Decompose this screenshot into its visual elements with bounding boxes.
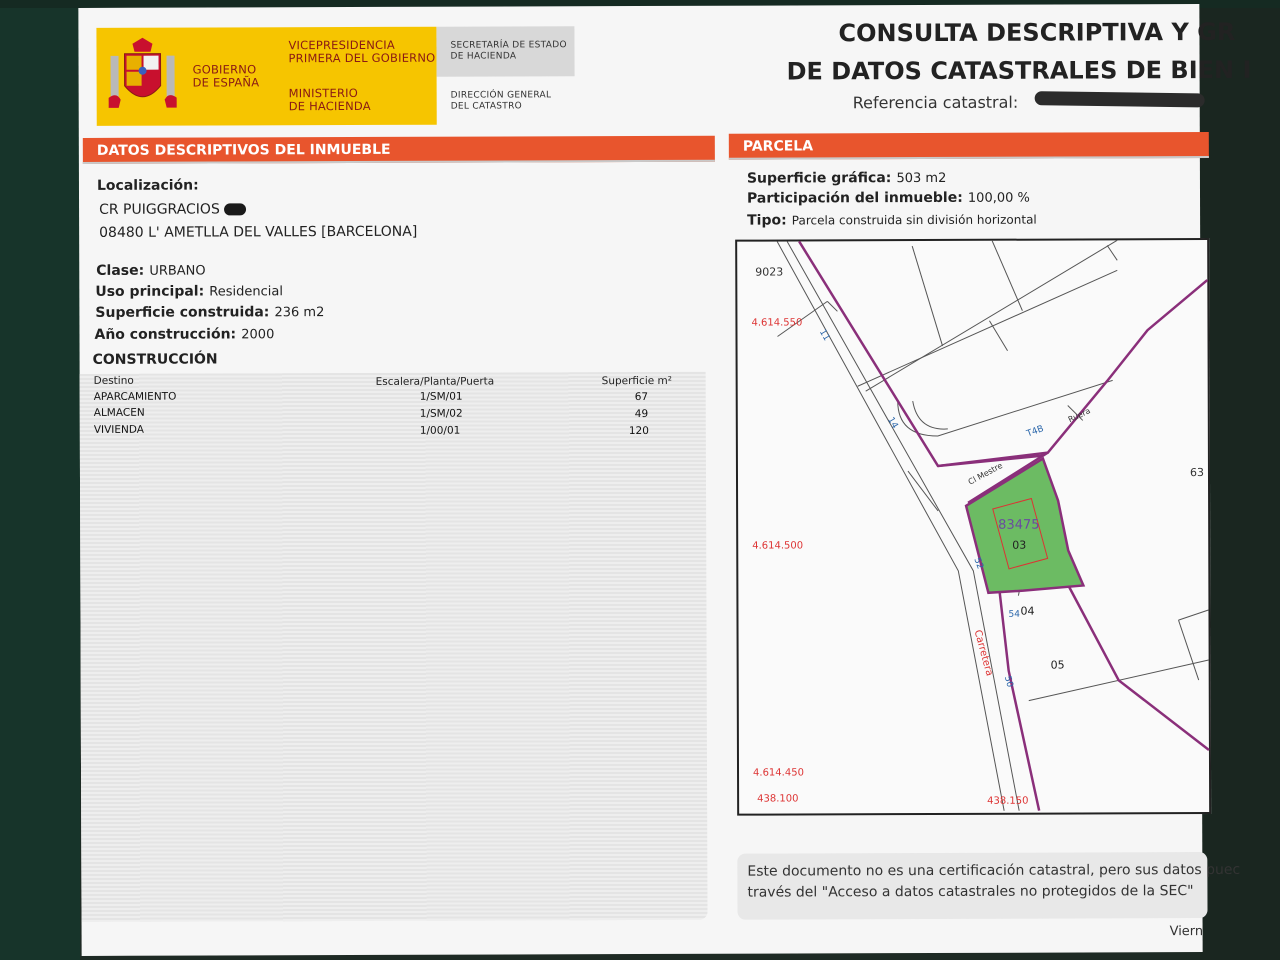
address-line1-text: CR PUIGGRACIOS: [99, 201, 220, 218]
uso-label: Uso principal:: [95, 283, 205, 300]
gov-line1: GOBIERNO: [192, 62, 257, 77]
disclaimer-line1: Este documento no es una certificación catastral, pero sus datos puec: [747, 861, 1241, 880]
min-line1: MINISTERIO: [288, 85, 359, 101]
clase-row: [96, 260, 205, 279]
dir-line2: DEL CATASTRO: [450, 101, 523, 112]
participacion-label: Participación del inmueble:: [746, 189, 963, 207]
cadastral-map: [735, 238, 1211, 816]
clase-label: Clase:: [96, 262, 145, 279]
superficie-value: 236 m2: [274, 305, 325, 321]
referencia-catastral-label: Referencia catastral:: [852, 92, 1019, 113]
label-50: 50: [1001, 674, 1015, 689]
address-line1: [99, 201, 246, 218]
label-52: 52: [971, 556, 985, 571]
row-superficie: 120: [628, 424, 649, 438]
label-parcel-number: 83475: [998, 517, 1040, 533]
gov-line2: DE ESPAÑA: [192, 75, 260, 90]
coord-x2: 438.150: [987, 795, 1029, 807]
participacion-row: [747, 187, 1030, 207]
label-63: 63: [1189, 466, 1204, 480]
coord-y3: 4.614.450: [753, 767, 804, 779]
label-14: 14: [885, 415, 900, 431]
header-destino: Destino: [93, 374, 134, 387]
localizacion-label: Localización:: [96, 177, 199, 194]
spain-coat-of-arms-icon: [106, 38, 178, 118]
superficie-grafica-label: Superficie gráfica:: [746, 170, 892, 187]
disclaimer-box: [737, 852, 1241, 920]
anio-row: [94, 323, 274, 343]
header-planta: Escalera/Planta/Puerta: [375, 375, 495, 388]
document-title-line2: DE DATOS CATASTRALES DE BIEN I: [786, 55, 1252, 86]
label-05: 05: [1050, 658, 1065, 672]
background-right: [1200, 0, 1280, 960]
label-11: 11: [816, 327, 832, 343]
coord-y2: 4.614.500: [752, 540, 804, 552]
row-planta: 1/SM/02: [419, 407, 463, 420]
tipo-row: [747, 209, 1037, 229]
label-carretera: Carretera: [971, 628, 995, 678]
superficie-label: Superficie construida:: [95, 304, 270, 321]
sec-line2: DE HACIENDA: [450, 51, 517, 62]
uso-row: [95, 280, 283, 300]
document-title-line1: CONSULTA DESCRIPTIVA Y GR: [838, 17, 1236, 48]
dir-line1: DIRECCIÓN GENERAL: [450, 90, 552, 101]
row-superficie: 67: [634, 390, 649, 404]
address-line2: 08480 L' AMETLLA DEL VALLES [BARCELONA]: [99, 223, 418, 241]
coord-x1: 438.100: [757, 793, 799, 805]
anio-value: 2000: [241, 327, 275, 343]
datos-descriptivos-bar: DATOS DESCRIPTIVOS DEL INMUEBLE: [83, 136, 715, 164]
sec-line1: SECRETARÍA DE ESTADO: [450, 40, 567, 51]
label-t4b: T4B: [1025, 424, 1046, 440]
participacion-value: 100,00 %: [967, 190, 1030, 206]
uso-value: Residencial: [209, 284, 283, 300]
label-03: 03: [1012, 538, 1027, 552]
min-line2: DE HACIENDA: [288, 98, 371, 114]
clase-value: URBANO: [149, 263, 206, 279]
row-planta: 1/SM/01: [419, 390, 463, 403]
row-destino: APARCAMIENTO: [93, 390, 177, 403]
row-planta: 1/00/01: [419, 424, 461, 437]
header-superficie: Superficie m²: [601, 374, 672, 388]
redacted-reference: [1035, 91, 1205, 107]
vice-line2: PRIMERA DEL GOBIERNO: [288, 50, 436, 66]
label-cl-mestre: Cl Mestre: [966, 460, 1005, 487]
footer-date-fragment: Viern: [1169, 924, 1204, 940]
row-destino: VIVIENDA: [93, 423, 144, 436]
cadastral-map-svg: [737, 240, 1209, 814]
row-superficie: 49: [634, 407, 649, 421]
parcela-bar: PARCELA: [729, 132, 1209, 160]
anio-label: Año construcción:: [94, 326, 237, 343]
row-destino: ALMACEN: [93, 406, 145, 419]
coord-y1: 4.614.550: [751, 317, 803, 329]
document-page: [78, 4, 1252, 956]
superficie-grafica-row: [747, 167, 946, 187]
label-54: 54: [1008, 609, 1020, 620]
superficie-row: [95, 301, 324, 321]
superficie-grafica-value: 503 m2: [896, 170, 947, 187]
construccion-title: CONSTRUCCIÓN: [92, 351, 218, 368]
vice-line1: VICEPRESIDENCIA: [288, 37, 395, 53]
tipo-label: Tipo:: [747, 212, 787, 229]
background-left: [0, 0, 80, 960]
label-9023: 9023: [755, 265, 784, 279]
label-ruera: Ruera: [1066, 406, 1092, 425]
redacted-house-number: [224, 203, 246, 215]
disclaimer-line2: través del "Acceso a datos catastrales no protegidos de la SEC": [747, 883, 1194, 901]
construction-table: [80, 372, 708, 922]
label-04: 04: [1020, 604, 1035, 618]
tipo-value: Parcela construida sin división horizontal: [791, 212, 1037, 228]
